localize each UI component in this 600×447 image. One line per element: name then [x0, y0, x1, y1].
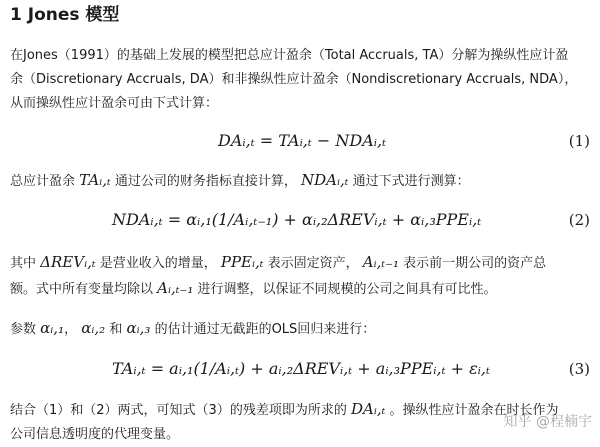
text-segment: ，: [64, 322, 78, 337]
intro-line-3: 从而操纵性应计盈余可由下式计算：: [10, 96, 219, 111]
text-segment: 总应计盈余: [10, 174, 76, 189]
intro-paragraph: [10, 44, 594, 116]
variables-line-1: [10, 250, 594, 276]
variables-paragraph: [10, 250, 594, 302]
equation-3-expression: TAᵢ,ₜ = aᵢ,₁(1/Aᵢ,ₜ) + aᵢ,₂ΔREVᵢ,ₜ + aᵢ,₃PPEᵢ,ₜ + εᵢ,ₜ: [112, 359, 490, 378]
intro-line-1: 在Jones（1991）的基础上发展的模型把总应计盈余（Total Accruals, TA）分解为操纵性应计盈: [10, 48, 569, 63]
conclusion-line-2: 公司信息透明度的代理变量。: [10, 427, 180, 442]
parameters-paragraph: [10, 316, 594, 342]
math-alpha-3: αᵢ,₃: [126, 319, 151, 337]
math-alpha-1: αᵢ,₁: [40, 319, 65, 337]
math-A-lag: Aᵢ,ₜ₋₁: [362, 253, 400, 271]
equation-2: [0, 207, 600, 233]
section-heading: 1 Jones 模型: [10, 5, 120, 25]
zhihu-watermark: 知乎 @程楠宇: [503, 414, 592, 430]
text-segment: 其中: [10, 256, 37, 271]
text-segment: 进行调整，以保证不同规模的公司之间具有可比性。: [197, 282, 497, 297]
variables-line-2: [10, 276, 594, 302]
text-segment: 额。式中所有变量均除以: [10, 282, 154, 297]
parameters-line: [10, 316, 594, 342]
total-accruals-line: [10, 168, 594, 194]
total-accruals-paragraph: [10, 168, 594, 194]
text-segment: 表示前一期公司的资产总: [403, 256, 547, 271]
text-segment: 结合（1）和（2）两式，可知式（3）的残差项即为所求的: [10, 403, 347, 418]
math-alpha-2: αᵢ,₂: [81, 319, 106, 337]
text-segment: 和: [109, 322, 123, 337]
equation-2-expression: NDAᵢ,ₜ = αᵢ,₁(1/Aᵢ,ₜ₋₁) + αᵢ,₂ΔREVᵢ,ₜ + αᵢ,₃PPEᵢ,ₜ: [112, 210, 482, 229]
equation-1-expression: DAᵢ,ₜ = TAᵢ,ₜ − NDAᵢ,ₜ: [218, 131, 387, 150]
text-segment: 通过下式进行测算：: [352, 174, 470, 189]
text-segment: 通过公司的财务指标直接计算，: [114, 174, 297, 189]
text-segment: 的估计通过无截距的OLS回归来进行：: [154, 322, 376, 337]
text-segment: 表示固定资产，: [267, 256, 359, 271]
equation-2-number: (2): [568, 211, 590, 229]
math-A-lag: Aᵢ,ₜ₋₁: [157, 279, 194, 297]
math-dREV: ΔREVᵢ,ₜ: [40, 253, 96, 271]
text-segment: 。操纵性应计盈余在时长作为: [389, 403, 559, 418]
equation-1-number: (1): [568, 132, 590, 150]
equation-3-number: (3): [568, 360, 590, 378]
math-PPE: PPEᵢ,ₜ: [220, 253, 264, 271]
math-NDA: NDAᵢ,ₜ: [300, 171, 349, 189]
equation-1: [0, 128, 600, 154]
text-segment: 参数: [10, 322, 37, 337]
math-TA: TAᵢ,ₜ: [79, 171, 111, 189]
intro-line-2: 余（Discretionary Accruals, DA）和非操纵性应计盈余（Nondiscretionary Accruals, NDA），: [10, 72, 578, 87]
equation-3: [0, 356, 600, 382]
text-segment: 是营业收入的增量，: [99, 256, 217, 271]
math-DA: DAᵢ,ₜ: [350, 400, 386, 418]
